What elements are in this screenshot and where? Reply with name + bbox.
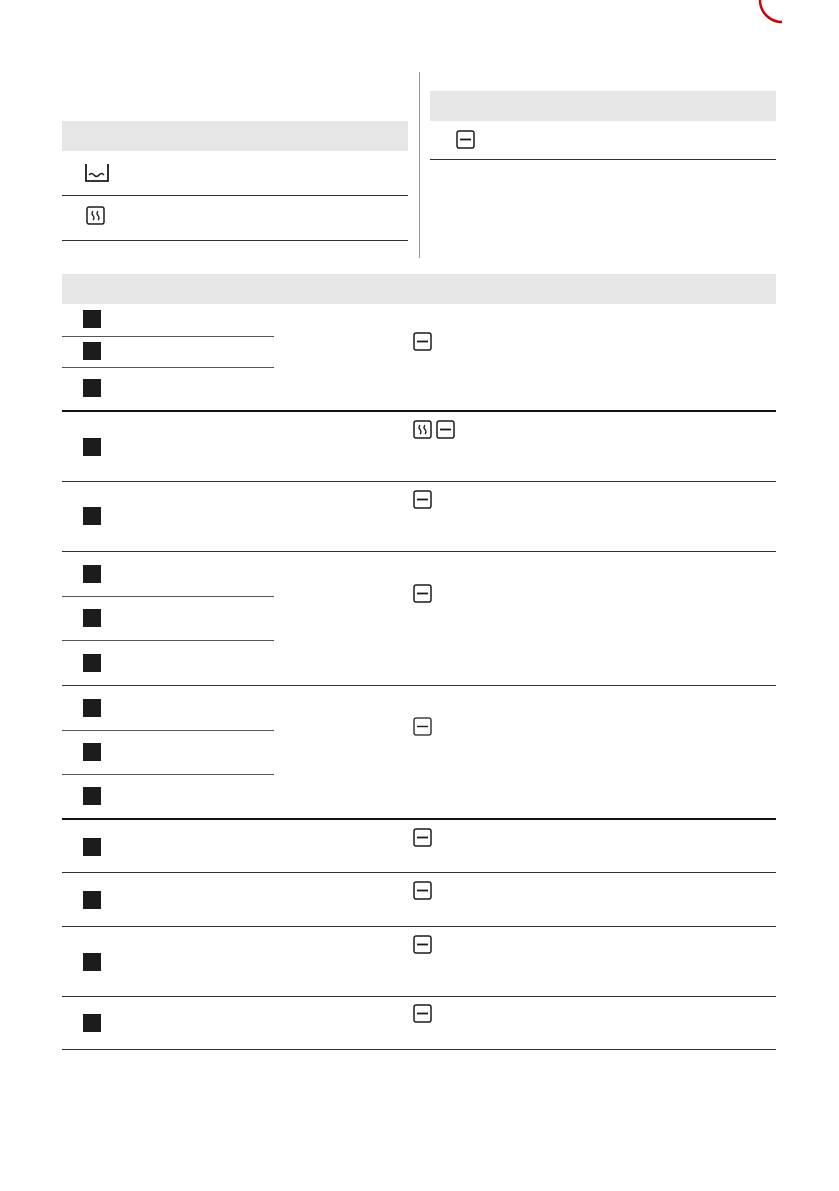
key-square	[83, 1014, 101, 1032]
group-divider	[62, 872, 776, 873]
sub-row-divider	[62, 774, 274, 775]
top-left-row-divider	[62, 195, 408, 196]
top-left-table-header	[62, 121, 408, 151]
sub-row-divider	[62, 730, 274, 731]
key-square	[83, 699, 101, 717]
key-square	[83, 609, 101, 627]
main-table-bottom-rule	[62, 1049, 776, 1050]
grill-element-icon	[436, 420, 455, 439]
group-divider	[62, 818, 776, 820]
grill-element-icon	[413, 1004, 432, 1023]
key-square	[83, 838, 101, 856]
key-square	[83, 342, 101, 360]
group-divider	[62, 685, 776, 686]
sub-row-divider	[62, 336, 274, 337]
key-square	[83, 953, 101, 971]
group-divider	[62, 926, 776, 927]
key-square	[83, 743, 101, 761]
water-tray-icon	[84, 162, 110, 184]
group-divider	[62, 551, 776, 552]
sub-row-divider	[62, 640, 274, 641]
column-separator	[419, 72, 420, 258]
grill-element-icon	[413, 584, 432, 603]
page-corner-arc	[0, 0, 839, 60]
key-square	[83, 891, 101, 909]
top-left-table-bottom-rule	[62, 240, 408, 241]
steam-heat-icon	[413, 420, 432, 439]
group-divider	[62, 996, 776, 997]
sub-row-divider	[62, 367, 274, 368]
steam-heat-icon	[86, 206, 105, 225]
key-square	[83, 310, 101, 328]
key-square	[83, 654, 101, 672]
grill-element-icon	[413, 935, 432, 954]
key-square	[83, 379, 101, 397]
grill-element-icon	[413, 332, 432, 351]
key-square	[83, 507, 101, 525]
grill-element-icon	[456, 130, 475, 149]
key-square	[83, 438, 101, 456]
grill-element-icon	[413, 828, 432, 847]
group-divider	[62, 410, 776, 412]
key-square	[83, 787, 101, 805]
sub-row-divider	[62, 596, 274, 597]
grill-element-icon	[413, 717, 432, 736]
key-square	[83, 565, 101, 583]
top-right-table-header	[430, 91, 776, 121]
grill-element-icon	[413, 881, 432, 900]
grill-element-icon	[413, 490, 432, 509]
group-divider	[62, 481, 776, 482]
top-right-table-bottom-rule	[430, 159, 776, 160]
main-table-header	[62, 274, 776, 304]
